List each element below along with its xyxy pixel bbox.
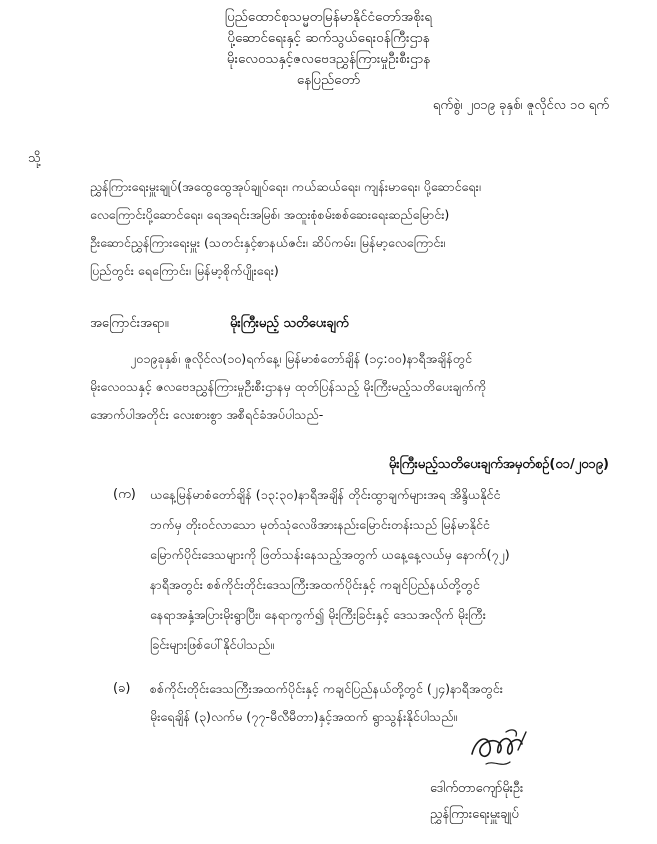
item-line: ဘက်မှ တိုးဝင်လာသော မုတ်သုံလေဖိအားနည်းမြောင်းတန်းသည် မြန်မာနိုင်ငံ [150,517,490,532]
header-city: နေပြည်တော် [296,72,361,88]
header-department: မိုးလေဝသနှင့်ဇလဗေဒညွှန်ကြားမှုဦးစီးဌာန [226,51,431,67]
item-line: ခြင်းများဖြစ်ပေါ်နိုင်ပါသည်။ [150,637,275,652]
item-line: စစ်ကိုင်းတိုင်းဒေသကြီးအထက်ပိုင်းနှင့် ကချင်ပြည်နယ်တို့တွင် (၂၄)နာရီအတွင်း [150,681,503,696]
subject-text: မိုးကြီးမည့် သတိပေးချက် [230,316,349,331]
to-label: သို့ [28,151,41,166]
intro-line: အောက်ပါအတိုင်း လေးစားစွာ အစီရင်ခံအပ်ပါသည်- [90,407,324,422]
item-line: နာရီအတွင်း စစ်ကိုင်းတိုင်းဒေသကြီးအထက်ပိုင်းနှင့် ကချင်ပြည်နယ်တို့တွင် [150,577,480,592]
item-line: မိုးရေချိန် (၃)လက်မ (၇၇-မီလီမီတာ)နှင့်အထက် ရွာသွန်းနိုင်ပါသည်။ [150,709,458,724]
signatory-name: ဒေါက်တာကျော်မိုးဦး [430,781,524,796]
subject-label: အကြောင်းအရာ။ [90,316,169,331]
header-government: ပြည်ထောင်စုသမ္မတမြန်မာနိုင်ငံတော်အစိုးရ [224,9,433,25]
intro-line: မိုးလေဝသနှင့် ဇလဗေဒညွှန်ကြားမှုဦးစီးဌာနမှ ထုတ်ပြန်သည့် မိုးကြီးမည့်သတိပေးချက်ကို [90,379,487,394]
intro-line: ၂၀၁၉ခုနှစ်၊ ဇူလိုင်လ(၁၀)ရက်နေ့၊ မြန်မာစံတော်ချိန် (၁၄:၀၀)နာရီအချိန်တွင် [130,351,472,366]
signatory-title: ညွှန်ကြားရေးမှူးချုပ် [430,807,519,822]
recipient-line: ဦးဆောင်ညွှန်ကြားရေးမှူး (သတင်းနှင့်စာနယ်ဇင်း၊ ဆိပ်ကမ်း၊ မြန်မာ့လေကြောင်း၊ [90,235,446,250]
header-ministry: ပို့ဆောင်ရေးနှင့် ဆက်သွယ်ရေးဝန်ကြီးဌာန [227,30,430,46]
item-number: (ခ) [113,681,131,696]
item-line: နေရာအနှံ့အပြားမိုးရွာပြီး၊ နေရာကွက်၍ မိုးကြီးခြင်းနှင့် ဒေသအလိုက် မိုးကြီး [150,607,486,622]
bulletin-number: မိုးကြီးမည့်သတိပေးချက်အမှတ်စဉ်(၀၁/၂၀၁၉) [388,457,609,472]
recipient-line: လေကြောင်းပို့ဆောင်ရေး၊ ရေအရင်းအမြစ်၊ အထူးစုံစမ်းစစ်ဆေးရေးဆည်မြောင်း) [90,207,450,222]
letter-date: ရက်စွဲ၊ ၂၀၁၉ ခုနှစ်၊ ဇူလိုင်လ ၁၀ ရက် [432,98,609,113]
recipient-line: ပြည်တွင်း ရေကြောင်း၊ မြန်မာ့စိုက်ပျိုးရေး) [90,263,279,278]
handwritten-signature [466,724,536,772]
item-line: ယနေ့မြန်မာစံတော်ချိန် (၁၃:၃၀)နာရီအချိန် တိုင်းထွာချက်များအရ အိန္ဒိယနိုင်ငံ [150,487,501,502]
item-number: (က) [113,487,136,502]
recipient-line: ညွှန်ကြားရေးမှူးချုပ်(အထွေထွေအုပ်ချုပ်ရေး၊ ကယ်ဆယ်ရေး၊ ကျန်းမာရေး၊ ပို့ဆောင်ရေး၊ [90,179,481,194]
item-line: မြောက်ပိုင်းဒေသများကို ဖြတ်သန်းနေသည့်အတွက် ယနေ့နေ့လယ်မှ နောက်(၇၂) [150,547,510,562]
